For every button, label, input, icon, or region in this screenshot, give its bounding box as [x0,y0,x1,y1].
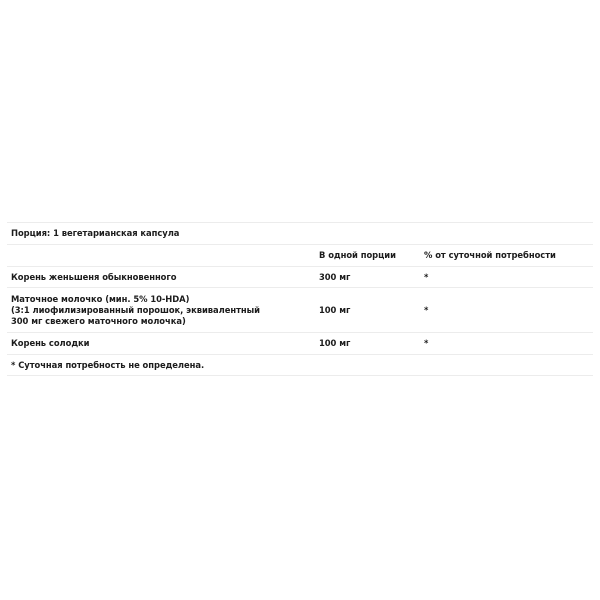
ingredient-name-line: 300 мг свежего маточного молочка) [11,315,186,326]
ingredient-name [7,294,319,327]
ingredient-daily-value: * [424,338,429,348]
ingredient-daily-value: * [424,304,429,315]
footnote-text: * Суточная потребность не определена. [11,359,205,370]
ingredient-name-line: Маточное молочко (мин. 5% 10-HDA) [11,293,190,304]
table-row [7,288,593,333]
ingredient-name-line: (3:1 лиофилизированный порошок, эквивалентный [11,304,260,315]
header-per-serving: В одной порции [319,250,396,260]
ingredient-amount: 100 мг [319,338,351,348]
ingredient-name: Корень женьшеня обыкновенного [11,271,177,282]
header-daily-value: % от суточной потребности [424,250,556,260]
ingredient-amount: 100 мг [319,304,351,315]
serving-size-label: Порция: 1 вегетарианская капсула [11,228,180,238]
ingredient-name: Корень солодки [11,338,90,348]
table-header-row [7,245,593,267]
footnote-row [7,355,593,376]
ingredient-daily-value: * [424,271,429,282]
serving-size-row [7,223,593,245]
table-row [7,267,593,288]
ingredient-amount: 300 мг [319,271,351,282]
table-row [7,333,593,355]
supplement-facts-table [7,222,593,376]
